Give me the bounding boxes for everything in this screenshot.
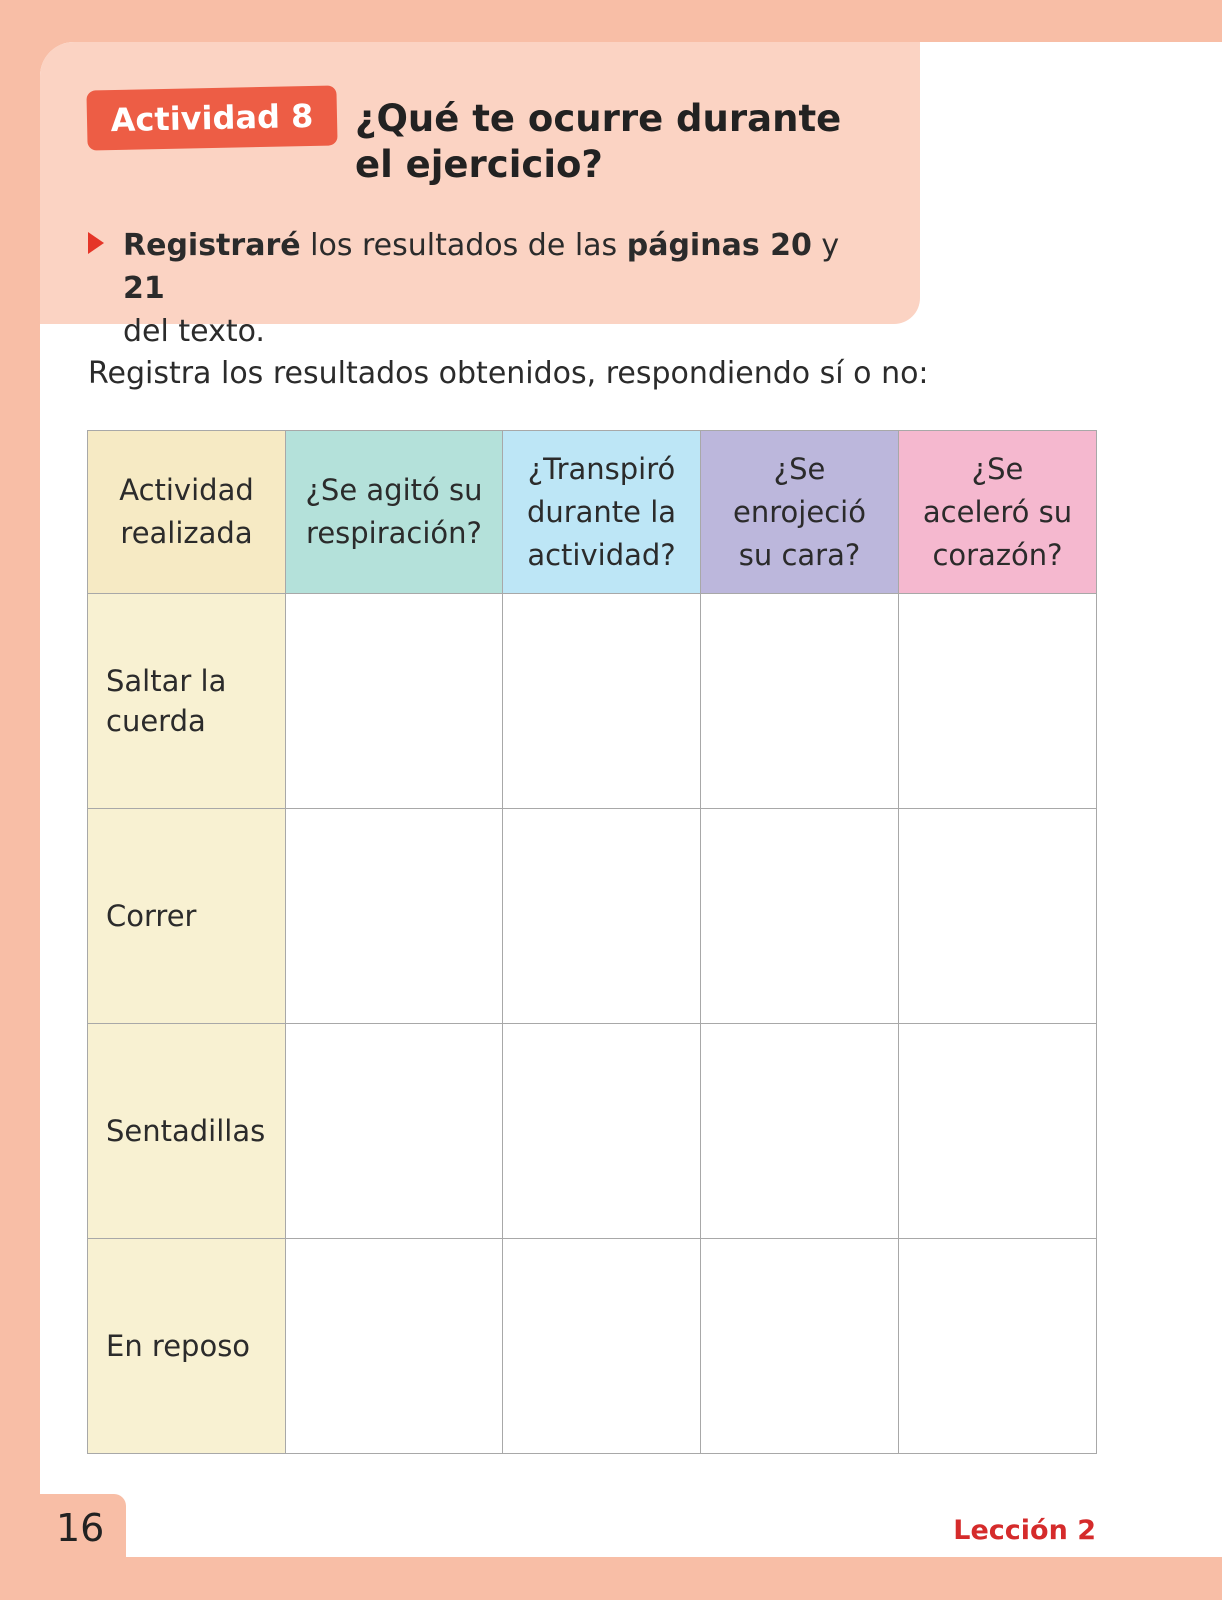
answer-cell[interactable] — [503, 594, 701, 809]
row-label-running: Correr — [88, 809, 286, 1024]
row-label-jump-rope: Saltar la cuerda — [88, 594, 286, 809]
learning-objective — [123, 224, 883, 353]
table-row — [88, 1239, 1097, 1454]
instruction-text: Registra los resultados obtenidos, respondiendo sí o no: — [88, 356, 929, 391]
results-table — [87, 430, 1097, 1454]
col-header-breathing: ¿Se agitó su respiración? — [286, 431, 503, 594]
objective-text-and: y — [811, 228, 840, 263]
col-header-face-redness: ¿Se enrojeció su cara? — [701, 431, 899, 594]
answer-cell[interactable] — [701, 1024, 899, 1239]
answer-cell[interactable] — [503, 1239, 701, 1454]
table-row — [88, 1024, 1097, 1239]
answer-cell[interactable] — [899, 1024, 1097, 1239]
answer-cell[interactable] — [503, 809, 701, 1024]
col-header-activity: Actividad realizada — [88, 431, 286, 594]
col-header-sweating: ¿Transpiró durante la actividad? — [503, 431, 701, 594]
answer-cell[interactable] — [899, 1239, 1097, 1454]
bullet-arrow-icon — [88, 232, 104, 254]
objective-text-end: del texto. — [123, 314, 265, 349]
table-row — [88, 594, 1097, 809]
row-label-resting: En reposo — [88, 1239, 286, 1454]
table-row — [88, 809, 1097, 1024]
answer-cell[interactable] — [899, 594, 1097, 809]
answer-cell[interactable] — [701, 594, 899, 809]
answer-cell[interactable] — [899, 809, 1097, 1024]
table-header-row — [88, 431, 1097, 594]
objective-bold-verb: Registraré — [123, 228, 301, 263]
col-header-heart-rate: ¿Se aceleró su corazón? — [899, 431, 1097, 594]
activity-badge: Actividad 8 — [86, 85, 337, 150]
objective-pages: páginas 20 — [626, 228, 812, 263]
answer-cell[interactable] — [286, 1024, 503, 1239]
activity-title — [355, 96, 875, 188]
answer-cell[interactable] — [286, 1239, 503, 1454]
answer-cell[interactable] — [701, 809, 899, 1024]
row-label-squats: Sentadillas — [88, 1024, 286, 1239]
answer-cell[interactable] — [286, 809, 503, 1024]
lesson-label: Lección 2 — [953, 1515, 1096, 1546]
objective-text: los resultados de las — [300, 228, 627, 263]
activity-title-line2: el ejercicio? — [355, 143, 603, 186]
answer-cell[interactable] — [286, 594, 503, 809]
page-number: 16 — [56, 1506, 105, 1550]
answer-cell[interactable] — [503, 1024, 701, 1239]
answer-cell[interactable] — [701, 1239, 899, 1454]
objective-page-21: 21 — [123, 271, 165, 306]
activity-title-line1: ¿Qué te ocurre durante — [355, 97, 842, 140]
